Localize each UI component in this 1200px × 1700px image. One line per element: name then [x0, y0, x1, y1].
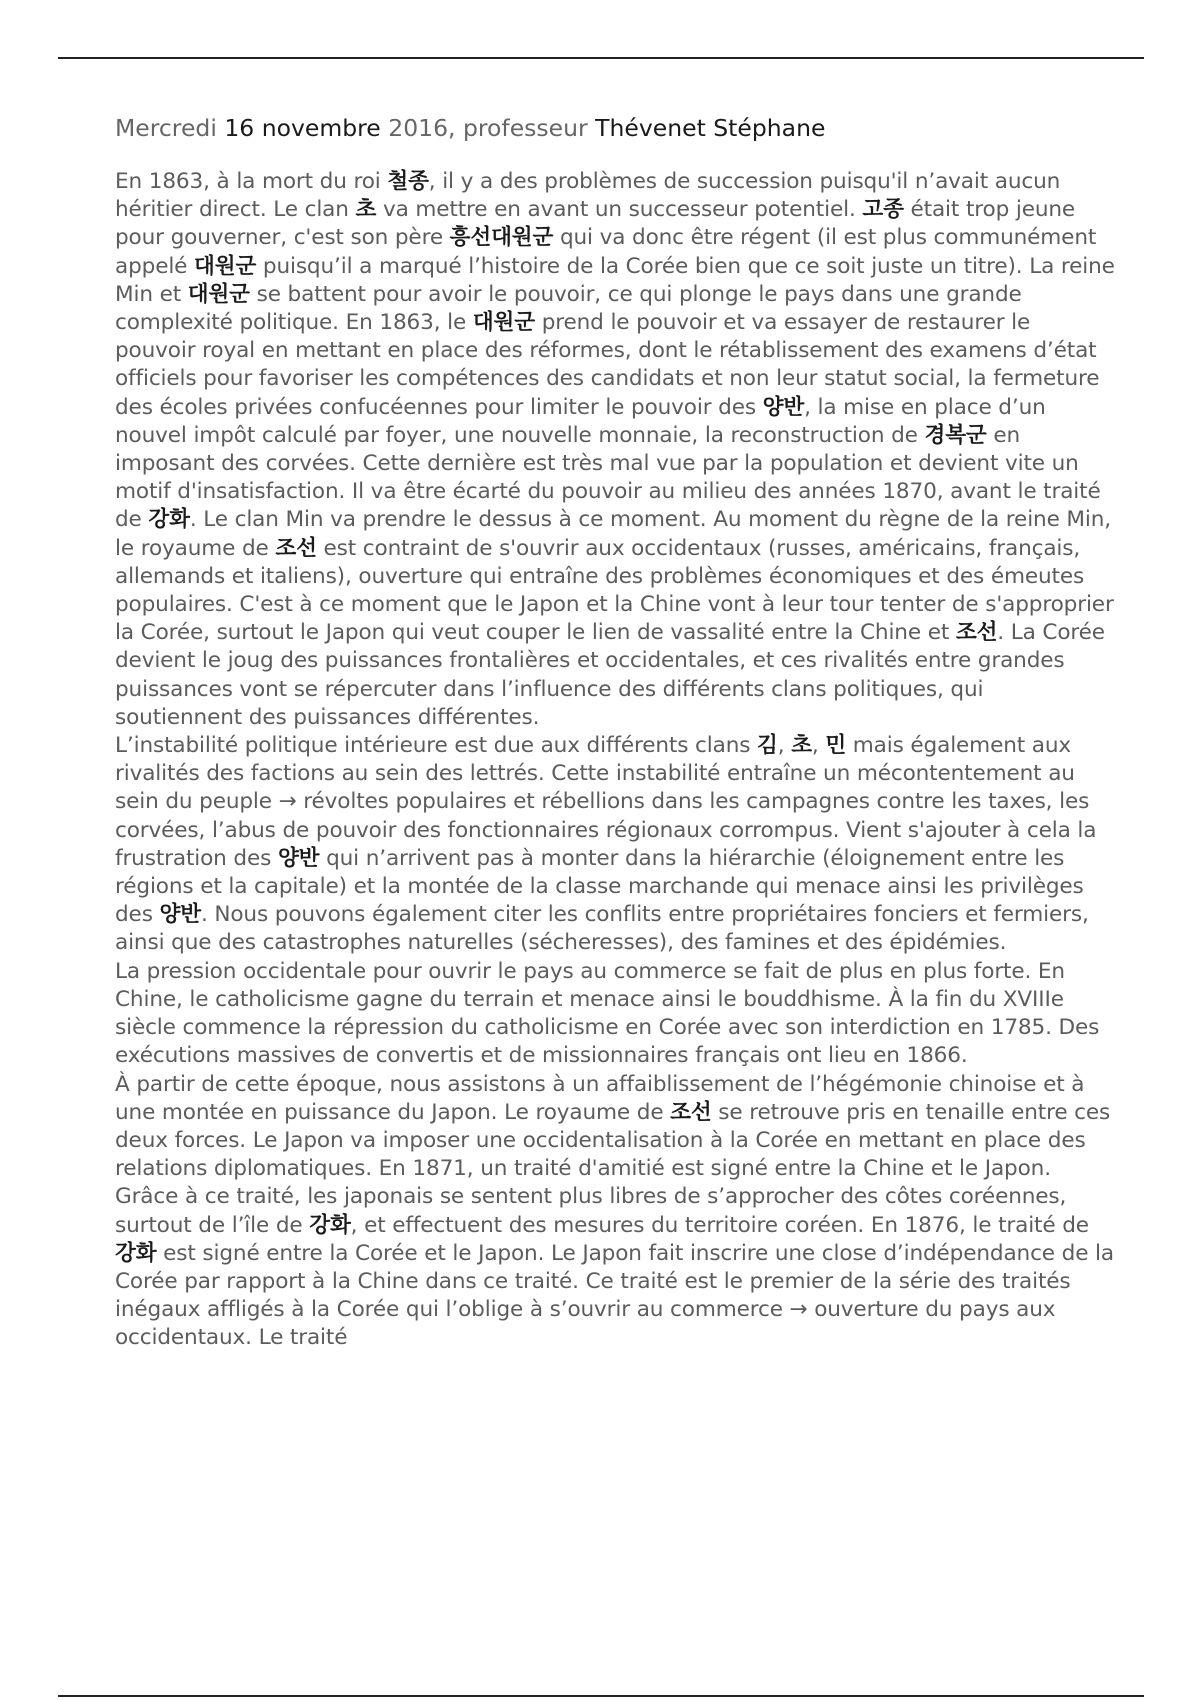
- korean-term: 초: [355, 197, 377, 223]
- body-paragraph: [115, 732, 1115, 958]
- text-segment: prend le pouvoir et va essayer de restaurer le pouvoir royal en mettant en place des réformes, dont le rétablissement des examens d’état officiels pour favoriser les compétences des candidats et non leur statut social, la fermeture des écoles privées confucéennes pour limiter le pouvoir des: [115, 310, 1100, 420]
- korean-term: 강화: [115, 1240, 157, 1266]
- text-segment: ,: [811, 733, 826, 759]
- korean-term: 초: [791, 733, 812, 759]
- korean-term: 흥선대원군: [449, 225, 554, 251]
- text-segment: . La Corée devient le joug des puissances frontalières et occidentales, et ces rivalités entre grandes puissances vont se répercuter dans l’influence des différents clans politiques, qui soutiennent des puissances différentes.: [115, 620, 1105, 730]
- korean-term: 조선: [275, 535, 317, 561]
- bottom-rule: [58, 1695, 1144, 1697]
- text-segment: , il y a des problèmes de succession puisqu'il n’avait aucun héritier direct. Le clan: [115, 169, 1061, 223]
- korean-term: 조선: [955, 620, 998, 646]
- text-segment: , et effectuent des mesures du territoire coréen. En 1876, le traité de: [350, 1212, 1089, 1238]
- text-segment: puisqu’il a marqué l’histoire de la Corée bien que ce soit juste un titre). La reine Min et: [115, 253, 1115, 307]
- text-segment: en imposant des corvées. Cette dernière est très mal vue par la population et devient vite un motif d'insatisfaction. Il va être écarté du pouvoir au milieu des années 1870, avant le traité de: [115, 422, 1101, 533]
- body-paragraph: [115, 1071, 1115, 1353]
- text-segment: va mettre en avant un successeur potentiel.: [376, 197, 863, 223]
- text-segment: . Nous pouvons également citer les conflits entre propriétaires fonciers et fermiers, ainsi que des catastrophes naturelles (sécheresses), des famines et des épidémies.: [115, 902, 1089, 956]
- body-paragraph: [115, 168, 1115, 732]
- text-segment: qui va donc être régent (il est plus communément appelé: [115, 225, 1097, 279]
- text-segment: , la mise en place d’un nouvel impôt calculé par foyer, une nouvelle monnaie, la reconstruction de: [115, 394, 1046, 448]
- korean-term: 양반: [762, 394, 805, 420]
- text-segment: À partir de cette époque, nous assistons à un affaiblissement de l’hégémonie chinoise et à une montée en puissance du Japon. Le royaume de: [115, 1071, 1085, 1125]
- korean-term: 양반: [277, 845, 320, 871]
- body-paragraph: [115, 958, 1115, 1071]
- text-segment: . Le clan Min va prendre le dessus à ce moment. Au moment du règne de la reine Min, le royaume de: [115, 507, 1112, 561]
- text-segment: est signé entre la Corée et le Japon. Le Japon fait inscrire une close d’indépendance de la Corée par rapport à la Chine dans ce traité. Ce traité est le premier de la série des traités inégaux affligés à la Corée qui l’oblige à s’ouvrir au commerce → ouverture du pays aux occidentaux. Le traité: [115, 1240, 1114, 1351]
- korean-term: 민: [825, 733, 847, 759]
- korean-term: 조선: [670, 1099, 712, 1125]
- korean-term: 고종: [862, 197, 904, 223]
- korean-term: 강화: [148, 507, 190, 533]
- text-segment: se battent pour avoir le pouvoir, ce qui plonge le pays dans une grande complexité politique. En 1863, le: [115, 281, 1022, 336]
- korean-term: 대원군: [472, 310, 535, 336]
- text-segment: En 1863, à la mort du roi: [115, 169, 388, 194]
- korean-term: 경복군: [924, 422, 987, 448]
- header-day: Mercredi: [115, 114, 217, 142]
- text-segment: se retrouve pris en tenaille entre ces deux forces. Le Japon va imposer une occidentalisation à la Corée en mettant en place des relations diplomatiques. En 1871, un traité d'amitié est signé entre la Chine et le Japon. Grâce à ce traité, les japonais se sentent plus libres de s’approcher des côtes coréennes, surtout de l’île de: [115, 1099, 1111, 1238]
- text-segment: La pression occidentale pour ouvrir le pays au commerce se fait de plus en plus forte. En Chine, le catholicisme gagne du terrain et menace ainsi le bouddhisme. À la fin du XVIIIe siècle commence la répression du catholicisme en Corée avec son interdiction en 1785. Des exécutions massives de convertis et de missionnaires français ont lieu en 1866.: [115, 958, 1100, 1069]
- korean-term: 강화: [309, 1212, 351, 1238]
- header-date: 16 novembre: [224, 114, 381, 142]
- top-rule: [58, 57, 1144, 59]
- header-year: 2016, professeur: [388, 114, 588, 142]
- text-segment: mais également aux rivalités des factions au sein des lettrés. Cette instabilité entraîne un mécontentement au sein du peuple → révoltes populaires et rébellions dans les campagnes contre les taxes, les corvées, l’abus de pouvoir des fonctionnaires régionaux corrompus. Vient s'ajouter à cela la frustration des: [115, 733, 1097, 871]
- text-segment: ,: [777, 733, 792, 759]
- document-header: [115, 112, 1095, 144]
- text-segment: était trop jeune pour gouverner, c'est son père: [115, 197, 1076, 251]
- document-body: [115, 168, 1115, 1353]
- text-segment: qui n’arrivent pas à monter dans la hiérarchie (éloignement entre les régions et la capitale) et la montée de la classe marchande qui menace ainsi les privilèges des: [115, 845, 1084, 928]
- korean-term: 철종: [387, 169, 429, 194]
- text-segment: est contraint de s'ouvrir aux occidentaux (russes, américains, français, allemands et italiens), ouverture qui entraîne des problèmes économiques et des émeutes populaires. C'est à ce moment que le Japon et la Chine vont à leur tour tenter de s'approprier la Corée, surtout le Japon qui veut couper le lien de vassalité entre la Chine et: [115, 535, 1114, 646]
- korean-term: 대원군: [194, 253, 257, 279]
- text-segment: L’instabilité politique intérieure est due aux différents clans: [115, 733, 758, 759]
- header-teacher: Thévenet Stéphane: [595, 114, 826, 142]
- korean-term: 양반: [159, 902, 201, 928]
- korean-term: 대원군: [187, 281, 250, 307]
- korean-term: 김: [757, 733, 778, 759]
